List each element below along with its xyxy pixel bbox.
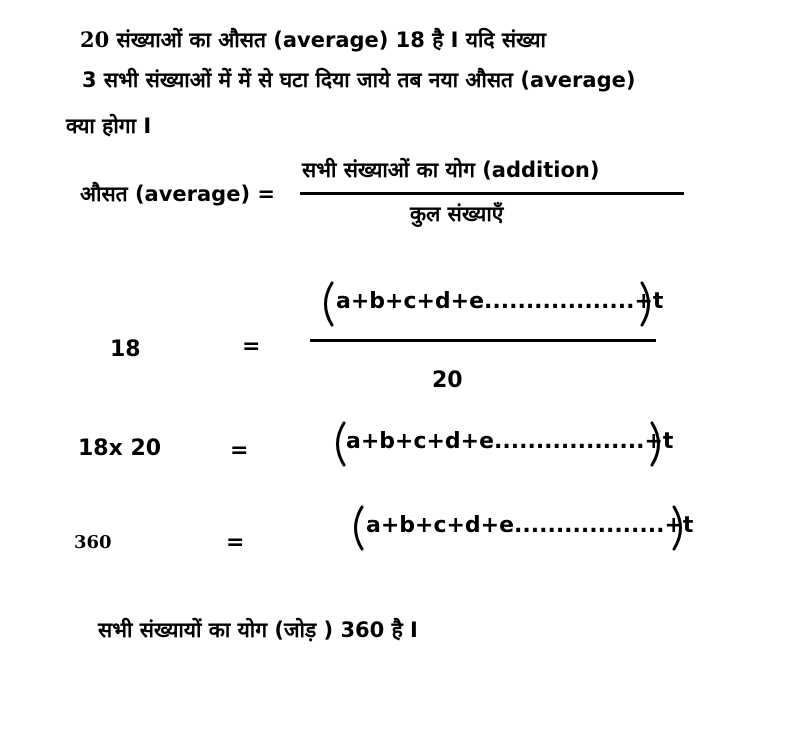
step3-left-value: 360 (74, 532, 112, 553)
right-paren-icon (648, 420, 668, 468)
left-paren-icon (328, 420, 348, 468)
right-paren-icon (638, 280, 658, 328)
right-paren-icon (670, 504, 690, 552)
step1-denominator: 20 (432, 368, 463, 393)
step1-numerator: a+b+c+d+e..................+t (336, 289, 664, 314)
left-paren-icon (316, 280, 336, 328)
average-formula-denominator: कुल संख्याएँ (410, 202, 504, 226)
step1-equals-sign: = (242, 334, 261, 359)
question-number-prefix: 20 (80, 27, 110, 52)
left-paren-icon (346, 504, 366, 552)
step2-expression: a+b+c+d+e..................+t (346, 429, 674, 454)
question-line-1-text: संख्याओं का औसत (average) 18 है I यदि संख्या (109, 28, 546, 52)
step3-expression: a+b+c+d+e..................+t (366, 513, 694, 538)
step3-equals-sign: = (226, 530, 245, 555)
question-line-3: क्या होगा I (66, 114, 152, 138)
question-line-2: 3 सभी संख्याओं में में से घटा दिया जाये तब नया औसत (average) (82, 68, 636, 92)
step3-expression-group (346, 504, 696, 552)
step1-fraction-bar (310, 339, 656, 342)
average-formula-fraction-bar (300, 192, 684, 195)
average-formula-numerator: सभी संख्याओं का योग (addition) (302, 158, 600, 182)
step1-left-value: 18 (110, 337, 141, 362)
step2-left-value: 18x 20 (78, 436, 162, 461)
average-formula-label: औसत (average) = (80, 182, 275, 206)
step1-numerator-group (316, 280, 662, 328)
step2-equals-sign: = (230, 438, 249, 463)
conclusion-text: सभी संख्यायों का योग (जोड़ ) 360 है I (98, 618, 418, 642)
step2-expression-group (328, 420, 674, 468)
question-line-1 (80, 26, 546, 54)
